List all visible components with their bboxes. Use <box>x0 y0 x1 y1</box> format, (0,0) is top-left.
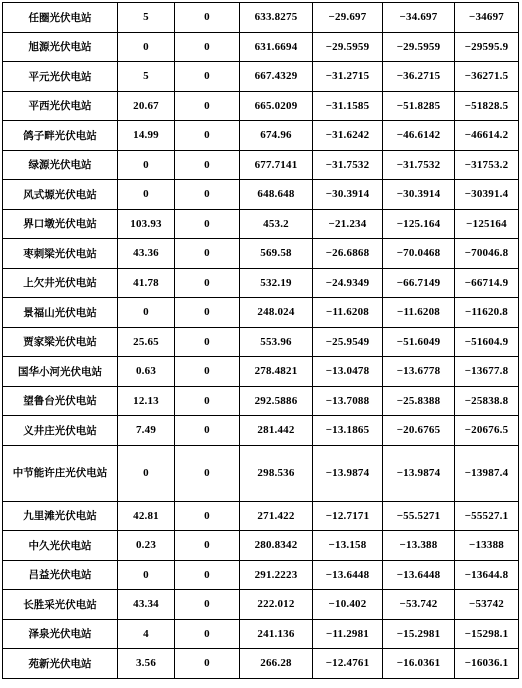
value-cell-4: −12.4761 <box>313 649 383 679</box>
value-cell-4: −12.7171 <box>313 501 383 531</box>
value-cell-6: −16036.1 <box>455 649 519 679</box>
value-cell-4: −10.402 <box>313 590 383 620</box>
value-cell-1: 14.99 <box>118 121 175 151</box>
value-cell-1: 0.23 <box>118 531 175 561</box>
value-cell-2: 0 <box>175 180 240 210</box>
value-cell-3: 569.58 <box>240 239 313 269</box>
value-cell-3: 553.96 <box>240 327 313 357</box>
value-cell-3: 532.19 <box>240 268 313 298</box>
value-cell-5: −30.3914 <box>383 180 455 210</box>
value-cell-6: −46614.2 <box>455 121 519 151</box>
value-cell-4: −24.9349 <box>313 268 383 298</box>
value-cell-6: −36271.5 <box>455 62 519 92</box>
value-cell-6: −13987.4 <box>455 445 519 501</box>
value-cell-6: −34697 <box>455 3 519 33</box>
value-cell-1: 25.65 <box>118 327 175 357</box>
value-cell-5: −53.742 <box>383 590 455 620</box>
table-row <box>3 531 519 561</box>
value-cell-4: −29.697 <box>313 3 383 33</box>
value-cell-4: −11.6208 <box>313 298 383 328</box>
value-cell-5: −34.697 <box>383 3 455 33</box>
value-cell-1: 41.78 <box>118 268 175 298</box>
value-cell-2: 0 <box>175 445 240 501</box>
table-row <box>3 121 519 151</box>
station-name-cell: 长胜采光伏电站 <box>3 590 118 620</box>
value-cell-1: 5 <box>118 62 175 92</box>
value-cell-1: 0 <box>118 298 175 328</box>
table-row <box>3 91 519 121</box>
value-cell-2: 0 <box>175 327 240 357</box>
value-cell-6: −55527.1 <box>455 501 519 531</box>
value-cell-5: −11.6208 <box>383 298 455 328</box>
value-cell-5: −51.6049 <box>383 327 455 357</box>
station-name-cell: 平元光伏电站 <box>3 62 118 92</box>
station-name-cell: 界口墩光伏电站 <box>3 209 118 239</box>
value-cell-1: 42.81 <box>118 501 175 531</box>
value-cell-1: 3.56 <box>118 649 175 679</box>
value-cell-1: 43.36 <box>118 239 175 269</box>
table-row <box>3 445 519 501</box>
value-cell-6: −66714.9 <box>455 268 519 298</box>
value-cell-4: −13.158 <box>313 531 383 561</box>
value-cell-5: −70.0468 <box>383 239 455 269</box>
station-name-cell: 平西光伏电站 <box>3 91 118 121</box>
value-cell-1: 0.63 <box>118 357 175 387</box>
station-name-cell: 望鲁台光伏电站 <box>3 386 118 416</box>
value-cell-4: −31.2715 <box>313 62 383 92</box>
table-row <box>3 268 519 298</box>
table-row <box>3 501 519 531</box>
value-cell-4: −31.6242 <box>313 121 383 151</box>
value-cell-6: −20676.5 <box>455 416 519 446</box>
value-cell-6: −13677.8 <box>455 357 519 387</box>
value-cell-6: −13388 <box>455 531 519 561</box>
value-cell-3: 291.2223 <box>240 560 313 590</box>
station-name-cell: 苑新光伏电站 <box>3 649 118 679</box>
value-cell-3: 266.28 <box>240 649 313 679</box>
table-row <box>3 180 519 210</box>
value-cell-5: −16.0361 <box>383 649 455 679</box>
value-cell-2: 0 <box>175 649 240 679</box>
table-row <box>3 3 519 33</box>
station-name-cell: 九里滩光伏电站 <box>3 501 118 531</box>
value-cell-6: −125164 <box>455 209 519 239</box>
value-cell-2: 0 <box>175 91 240 121</box>
station-name-cell: 枣刺梁光伏电站 <box>3 239 118 269</box>
value-cell-5: −20.6765 <box>383 416 455 446</box>
value-cell-3: 648.648 <box>240 180 313 210</box>
value-cell-5: −51.8285 <box>383 91 455 121</box>
value-cell-4: −29.5959 <box>313 32 383 62</box>
station-name-cell: 贾家梁光伏电站 <box>3 327 118 357</box>
value-cell-5: −46.6142 <box>383 121 455 151</box>
table-row <box>3 619 519 649</box>
value-cell-5: −13.388 <box>383 531 455 561</box>
value-cell-4: −13.9874 <box>313 445 383 501</box>
value-cell-1: 7.49 <box>118 416 175 446</box>
value-cell-2: 0 <box>175 386 240 416</box>
value-cell-5: −66.7149 <box>383 268 455 298</box>
value-cell-3: 665.0209 <box>240 91 313 121</box>
station-name-cell: 吕益光伏电站 <box>3 560 118 590</box>
station-name-cell: 国华小河光伏电站 <box>3 357 118 387</box>
value-cell-4: −13.6448 <box>313 560 383 590</box>
table-row <box>3 357 519 387</box>
value-cell-5: −13.6778 <box>383 357 455 387</box>
value-cell-3: 631.6694 <box>240 32 313 62</box>
value-cell-5: −15.2981 <box>383 619 455 649</box>
value-cell-2: 0 <box>175 3 240 33</box>
value-cell-1: 0 <box>118 150 175 180</box>
value-cell-1: 0 <box>118 180 175 210</box>
station-name-cell: 风式塬光伏电站 <box>3 180 118 210</box>
value-cell-2: 0 <box>175 619 240 649</box>
value-cell-2: 0 <box>175 416 240 446</box>
value-cell-1: 20.67 <box>118 91 175 121</box>
value-cell-2: 0 <box>175 62 240 92</box>
value-cell-3: 298.536 <box>240 445 313 501</box>
table-row <box>3 298 519 328</box>
value-cell-3: 280.8342 <box>240 531 313 561</box>
value-cell-3: 677.7141 <box>240 150 313 180</box>
value-cell-4: −26.6868 <box>313 239 383 269</box>
value-cell-4: −31.1585 <box>313 91 383 121</box>
value-cell-2: 0 <box>175 298 240 328</box>
value-cell-5: −25.8388 <box>383 386 455 416</box>
value-cell-5: −29.5959 <box>383 32 455 62</box>
value-cell-5: −36.2715 <box>383 62 455 92</box>
value-cell-5: −13.9874 <box>383 445 455 501</box>
value-cell-6: −25838.8 <box>455 386 519 416</box>
value-cell-2: 0 <box>175 268 240 298</box>
table-row <box>3 327 519 357</box>
value-cell-4: −13.7088 <box>313 386 383 416</box>
value-cell-4: −21.234 <box>313 209 383 239</box>
value-cell-1: 5 <box>118 3 175 33</box>
value-cell-3: 278.4821 <box>240 357 313 387</box>
station-name-cell: 中久光伏电站 <box>3 531 118 561</box>
value-cell-2: 0 <box>175 150 240 180</box>
value-cell-5: −125.164 <box>383 209 455 239</box>
value-cell-3: 292.5886 <box>240 386 313 416</box>
value-cell-4: −13.1865 <box>313 416 383 446</box>
value-cell-3: 281.442 <box>240 416 313 446</box>
table-row <box>3 32 519 62</box>
value-cell-4: −25.9549 <box>313 327 383 357</box>
station-name-cell: 任圈光伏电站 <box>3 3 118 33</box>
value-cell-3: 633.8275 <box>240 3 313 33</box>
value-cell-2: 0 <box>175 121 240 151</box>
table-row <box>3 560 519 590</box>
value-cell-6: −13644.8 <box>455 560 519 590</box>
station-name-cell: 绿源光伏电站 <box>3 150 118 180</box>
value-cell-3: 271.422 <box>240 501 313 531</box>
station-name-cell: 鸽子畔光伏电站 <box>3 121 118 151</box>
table-row <box>3 590 519 620</box>
station-name-cell: 义井庄光伏电站 <box>3 416 118 446</box>
value-cell-6: −70046.8 <box>455 239 519 269</box>
value-cell-2: 0 <box>175 209 240 239</box>
station-name-cell: 泽泉光伏电站 <box>3 619 118 649</box>
value-cell-3: 453.2 <box>240 209 313 239</box>
table-row <box>3 416 519 446</box>
value-cell-6: −53742 <box>455 590 519 620</box>
value-cell-6: −11620.8 <box>455 298 519 328</box>
value-cell-6: −30391.4 <box>455 180 519 210</box>
value-cell-2: 0 <box>175 239 240 269</box>
value-cell-4: −31.7532 <box>313 150 383 180</box>
value-cell-3: 222.012 <box>240 590 313 620</box>
value-cell-5: −55.5271 <box>383 501 455 531</box>
station-name-cell: 旭源光伏电站 <box>3 32 118 62</box>
value-cell-2: 0 <box>175 357 240 387</box>
table-row <box>3 209 519 239</box>
table-row <box>3 239 519 269</box>
value-cell-6: −15298.1 <box>455 619 519 649</box>
station-name-cell: 景福山光伏电站 <box>3 298 118 328</box>
value-cell-1: 0 <box>118 32 175 62</box>
value-cell-1: 43.34 <box>118 590 175 620</box>
table-body <box>3 3 519 679</box>
value-cell-6: −29595.9 <box>455 32 519 62</box>
table-row <box>3 150 519 180</box>
value-cell-2: 0 <box>175 501 240 531</box>
value-cell-4: −11.2981 <box>313 619 383 649</box>
value-cell-3: 667.4329 <box>240 62 313 92</box>
value-cell-3: 248.024 <box>240 298 313 328</box>
value-cell-2: 0 <box>175 531 240 561</box>
value-cell-3: 241.136 <box>240 619 313 649</box>
table-row <box>3 649 519 679</box>
station-name-cell: 中节能许庄光伏电站 <box>3 445 118 501</box>
table-row <box>3 62 519 92</box>
value-cell-1: 0 <box>118 560 175 590</box>
power-station-table <box>2 2 519 679</box>
value-cell-1: 0 <box>118 445 175 501</box>
value-cell-2: 0 <box>175 560 240 590</box>
value-cell-6: −51828.5 <box>455 91 519 121</box>
value-cell-1: 12.13 <box>118 386 175 416</box>
station-name-cell: 上欠井光伏电站 <box>3 268 118 298</box>
value-cell-6: −31753.2 <box>455 150 519 180</box>
value-cell-5: −31.7532 <box>383 150 455 180</box>
value-cell-5: −13.6448 <box>383 560 455 590</box>
value-cell-2: 0 <box>175 590 240 620</box>
value-cell-1: 103.93 <box>118 209 175 239</box>
value-cell-1: 4 <box>118 619 175 649</box>
value-cell-2: 0 <box>175 32 240 62</box>
value-cell-6: −51604.9 <box>455 327 519 357</box>
value-cell-3: 674.96 <box>240 121 313 151</box>
value-cell-4: −13.0478 <box>313 357 383 387</box>
table-row <box>3 386 519 416</box>
value-cell-4: −30.3914 <box>313 180 383 210</box>
